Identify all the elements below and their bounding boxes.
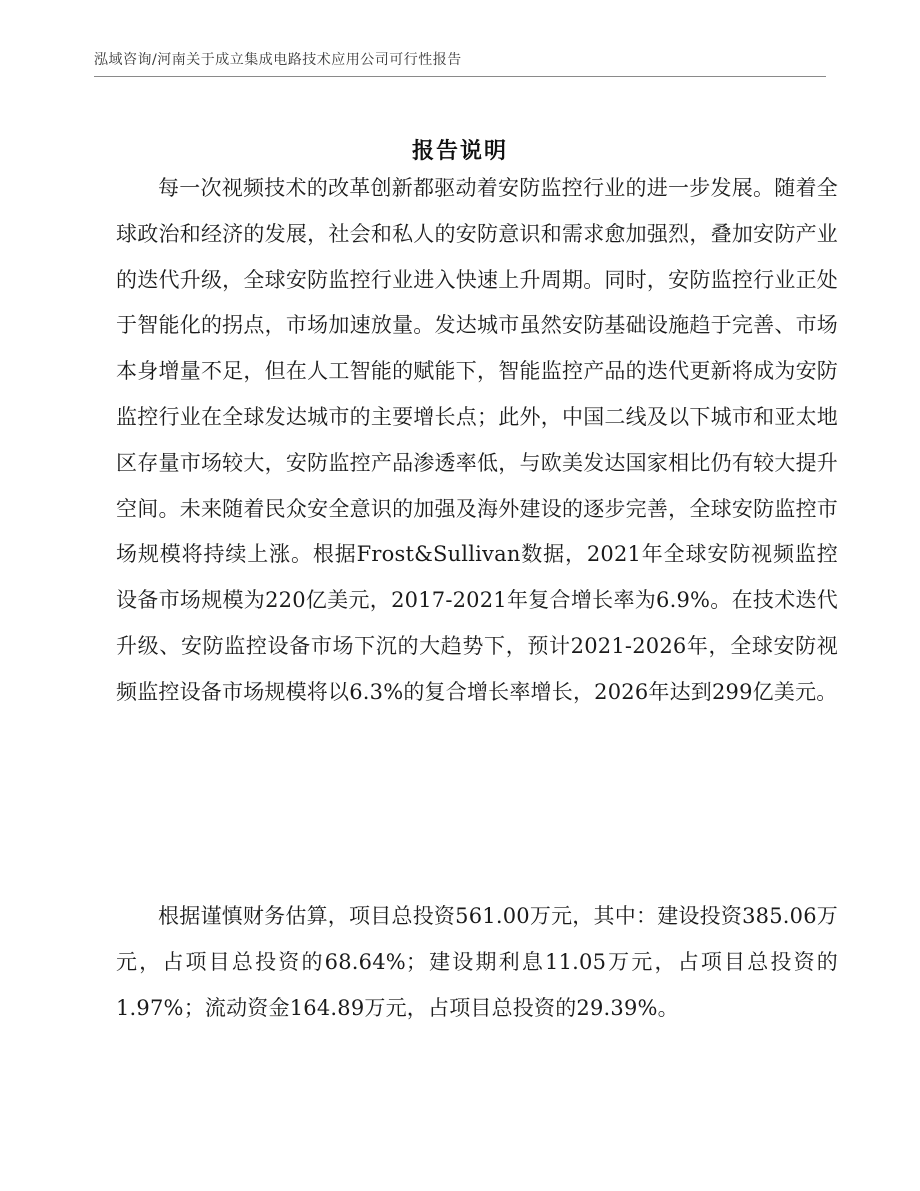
- header-divider: [94, 76, 826, 77]
- body-paragraph-market-overview: 每一次视频技术的改革创新都驱动着安防监控行业的进一步发展。随着全球政治和经济的发展，社会和私人的安防意识和需求愈加强烈，叠加安防产业的迭代升级，全球安防监控行业进入快速上升周期。同时，安防监控行业正处于智能化的拐点，市场加速放量。发达城市虽然安防基础设施趋于完善、市场本身增量不足，但在人工智能的赋能下，智能监控产品的迭代更新将成为安防监控行业在全球发达城市的主要增长点；此外，中国二线及以下城市和亚太地区存量市场较大，安防监控产品渗透率低，与欧美发达国家相比仍有较大提升空间。未来随着民众安全意识的加强及海外建设的逐步完善，全球安防监控市场规模将持续上涨。根据Frost&Sullivan数据，2021年全球安防视频监控设备市场规模为220亿美元，2017-2021年复合增长率为6.9%。在技术迭代升级、安防监控设备市场下沉的大趋势下，预计2021-2026年，全球安防视频监控设备市场规模将以6.3%的复合增长率增长，2026年达到299亿美元。: [116, 176, 838, 704]
- section-title: 报告说明: [411, 137, 508, 164]
- running-header: 泓域咨询/河南关于成立集成电路技术应用公司可行性报告: [94, 52, 462, 68]
- body-paragraph-investment-estimate: 根据谨慎财务估算，项目总投资561.00万元，其中：建设投资385.06万元，占项目总投资的68.64%；建设期利息11.05万元，占项目总投资的1.97%；流动资金164.89万元，占项目总投资的29.39%。: [116, 904, 838, 1020]
